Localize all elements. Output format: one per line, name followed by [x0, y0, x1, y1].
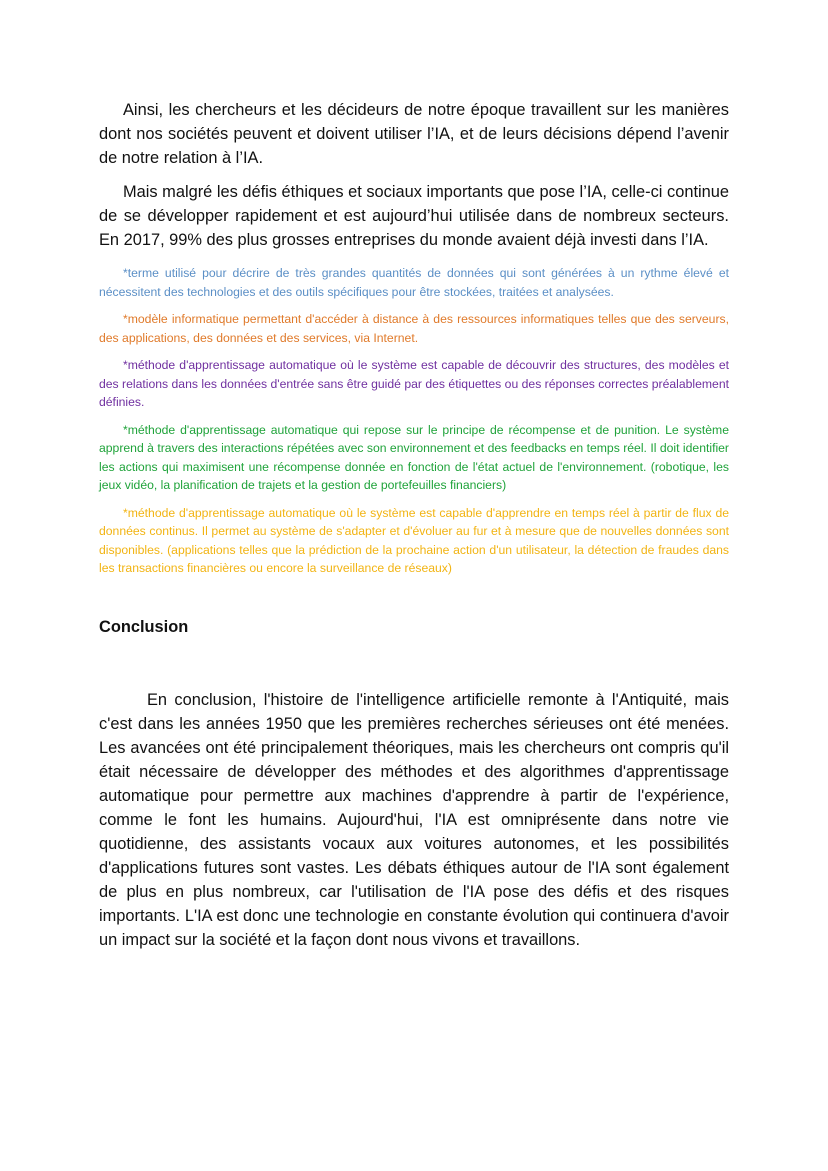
- conclusion-paragraph: En conclusion, l'histoire de l'intelligence artificielle remonte à l'Antiquité, mais c'est dans les années 1950 que les premières recherches sérieuses ont été menées. Les avancées ont été principalement théoriques, mais les chercheurs ont compris qu'il était nécessaire de développer des méthodes et des algorithmes d'apprentissage automatique pour permettre aux machines d'apprendre à partir de l'expérience, comme le font les humains. Aujourd'hui, l'IA est omniprésente dans notre vie quotidienne, des assistants vocaux aux voitures autonomes, et les possibilités d'applications futures sont vastes. Les débats éthiques autour de l'IA sont également de plus en plus nombreux, car l'utilisation de l'IA pose des défis et des risques importants. L'IA est donc une technologie en constante évolution qui continuera d'avoir un impact sur la société et la façon dont nous vivons et travaillons.: [99, 690, 729, 949]
- footnote-unsupervised: *méthode d'apprentissage automatique où le système est capable de découvrir des structures, des modèles et des relations dans les données d'entrée sans être guidé par des étiquettes ou des réponses correctes préalablement définies.: [99, 358, 729, 409]
- conclusion-heading: Conclusion: [99, 617, 189, 636]
- footnote-cloud: *modèle informatique permettant d'accéder à distance à des ressources informatiques telles que des serveurs, des applications, des données et des services, via Internet.: [99, 312, 729, 345]
- footnotes: [99, 264, 729, 578]
- body-paragraph: Mais malgré les défis éthiques et sociaux importants que pose l’IA, celle-ci continue de se développer rapidement et est aujourd’hui utilisée dans de nombreux secteurs. En 2017, 99% des plus grosses entreprises du monde avaient déjà investi dans l’IA.: [99, 183, 729, 249]
- body-paragraph: Ainsi, les chercheurs et les décideurs de notre époque travaillent sur les manières dont nos sociétés peuvent et doivent utiliser l’IA, et de leurs décisions dépend l’avenir de notre relation à l’IA.: [99, 101, 729, 167]
- footnote-reinforcement: *méthode d'apprentissage automatique qui repose sur le principe de récompense et de punition. Le système apprend à travers des interactions répétées avec son environnement et des feedbacks en temps réel. Il doit identifier les actions qui maximisent une récompense donnée en fonction de l'état actuel de l'environnement. (robotique, les jeux vidéo, la planification de trajets et la gestion de portefeuilles financiers): [99, 422, 729, 492]
- document-page: [99, 98, 729, 952]
- footnote-big-data: *terme utilisé pour décrire de très grandes quantités de données qui sont générées à un rythme élevé et nécessitent des technologies et des outils spécifiques pour être stockées, traitées et analysées.: [99, 266, 729, 299]
- footnote-online-learning: *méthode d'apprentissage automatique où le système est capable d'apprendre en temps réel à partir de flux de données continus. Il permet au système de s'adapter et d'évoluer au fur et à mesure que de nouvelles données sont disponibles. (applications telles que la prédiction de la prochaine action d'un utilisateur, la détection de fraudes dans les transactions financières ou encore la surveillance de réseaux): [99, 505, 729, 575]
